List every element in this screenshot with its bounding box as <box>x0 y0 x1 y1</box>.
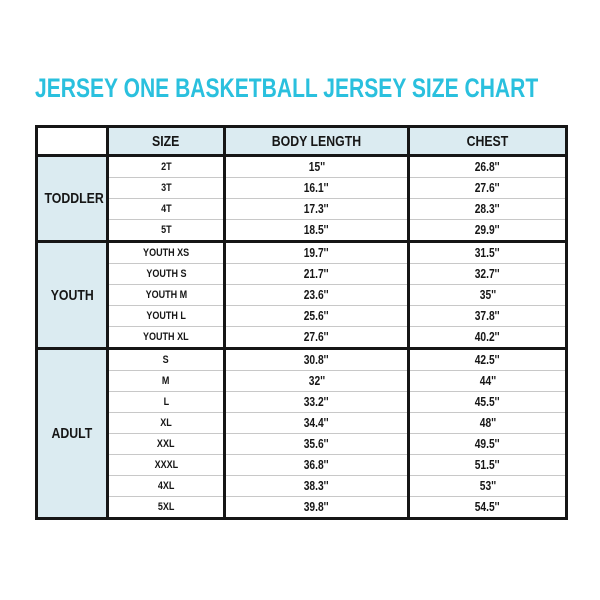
body-length-cell <box>225 434 409 455</box>
size-cell <box>108 455 225 476</box>
chest-value: 26.8'' <box>475 160 500 174</box>
body-length-cell <box>225 413 409 434</box>
size-value: 5T <box>160 224 172 236</box>
chest-value: 40.2'' <box>475 330 500 344</box>
size-cell <box>108 199 225 220</box>
size-cell <box>108 156 225 178</box>
group-label-adult <box>37 349 108 519</box>
table-row <box>37 306 567 327</box>
size-cell <box>108 349 225 371</box>
chest-cell <box>409 178 567 199</box>
size-value: 5XL <box>157 501 175 513</box>
size-cell <box>108 371 225 392</box>
table-row <box>37 392 567 413</box>
body-length-cell <box>225 264 409 285</box>
body-length-value: 18.5'' <box>304 223 329 237</box>
body-length-value: 27.6'' <box>304 330 329 344</box>
chest-cell <box>409 264 567 285</box>
table-row <box>37 497 567 519</box>
chest-value: 32.7'' <box>475 267 500 281</box>
size-cell <box>108 306 225 327</box>
body-length-cell <box>225 285 409 306</box>
size-cell <box>108 392 225 413</box>
chest-value: 45.5'' <box>475 395 500 409</box>
column-header-body-length <box>225 127 409 156</box>
chest-cell <box>409 156 567 178</box>
chest-cell <box>409 413 567 434</box>
chest-cell <box>409 349 567 371</box>
chest-value: 44'' <box>479 374 496 388</box>
body-length-cell <box>225 371 409 392</box>
table-row <box>37 242 567 264</box>
size-value: L <box>163 396 169 408</box>
chest-cell <box>409 497 567 519</box>
body-length-value: 36.8'' <box>304 458 329 472</box>
size-cell <box>108 413 225 434</box>
group-label-toddler <box>37 156 108 242</box>
body-length-value: 16.1'' <box>304 181 329 195</box>
page-title: JERSEY ONE BASKETBALL JERSEY SIZE CHART <box>35 73 539 103</box>
chest-value: 29.9'' <box>475 223 500 237</box>
table-row <box>37 285 567 306</box>
size-value: 2T <box>160 161 172 173</box>
table-row <box>37 199 567 220</box>
body-length-cell <box>225 220 409 242</box>
chest-cell <box>409 434 567 455</box>
header-row <box>37 127 567 156</box>
table-row <box>37 349 567 371</box>
body-length-cell <box>225 306 409 327</box>
column-header-chest <box>409 127 567 156</box>
body-length-cell <box>225 199 409 220</box>
chest-value: 51.5'' <box>475 458 500 472</box>
table-row <box>37 327 567 349</box>
body-length-cell <box>225 178 409 199</box>
body-length-value: 33.2'' <box>304 395 329 409</box>
table-row <box>37 156 567 178</box>
size-value: YOUTH XS <box>142 247 190 259</box>
body-length-value: 19.7'' <box>304 246 329 260</box>
body-length-value: 39.8'' <box>304 500 329 514</box>
body-length-value: 32'' <box>308 374 325 388</box>
table-row <box>37 476 567 497</box>
chest-cell <box>409 220 567 242</box>
chest-value: 49.5'' <box>475 437 500 451</box>
body-length-cell <box>225 455 409 476</box>
body-length-value: 23.6'' <box>304 288 329 302</box>
chest-cell <box>409 371 567 392</box>
body-length-cell <box>225 349 409 371</box>
body-length-value: 38.3'' <box>304 479 329 493</box>
size-cell <box>108 264 225 285</box>
size-value: YOUTH L <box>146 310 186 322</box>
body-length-value: 21.7'' <box>304 267 329 281</box>
column-header-chest-label: CHEST <box>466 132 509 150</box>
chest-cell <box>409 327 567 349</box>
chest-cell <box>409 306 567 327</box>
size-cell <box>108 242 225 264</box>
chest-value: 48'' <box>479 416 496 430</box>
size-cell <box>108 178 225 199</box>
size-value: 4T <box>160 203 172 215</box>
chest-cell <box>409 455 567 476</box>
chest-value: 35'' <box>479 288 496 302</box>
column-header-size-label: SIZE <box>152 132 180 150</box>
body-length-cell <box>225 242 409 264</box>
body-length-cell <box>225 156 409 178</box>
body-length-value: 35.6'' <box>304 437 329 451</box>
size-value: 4XL <box>157 480 175 492</box>
body-length-value: 25.6'' <box>304 309 329 323</box>
body-length-cell <box>225 476 409 497</box>
size-chart <box>35 125 568 520</box>
chest-value: 27.6'' <box>475 181 500 195</box>
size-value: XL <box>160 417 172 429</box>
group-label-text: ADULT <box>51 425 93 442</box>
size-cell <box>108 220 225 242</box>
chest-value: 28.3'' <box>475 202 500 216</box>
column-header-body-length-label: BODY LENGTH <box>271 132 362 150</box>
chest-value: 37.8'' <box>475 309 500 323</box>
chest-cell <box>409 199 567 220</box>
chest-cell <box>409 242 567 264</box>
body-length-cell <box>225 497 409 519</box>
size-cell <box>108 327 225 349</box>
body-length-value: 34.4'' <box>304 416 329 430</box>
body-length-cell <box>225 327 409 349</box>
table-row <box>37 178 567 199</box>
size-cell <box>108 434 225 455</box>
table-row <box>37 413 567 434</box>
chest-cell <box>409 285 567 306</box>
table-row <box>37 371 567 392</box>
chest-value: 54.5'' <box>475 500 500 514</box>
size-value: YOUTH XL <box>143 331 189 343</box>
chest-cell <box>409 392 567 413</box>
size-cell <box>108 285 225 306</box>
size-value: S <box>162 354 170 366</box>
chest-value: 53'' <box>479 479 496 493</box>
table-row <box>37 264 567 285</box>
group-label-text: YOUTH <box>50 286 94 304</box>
group-label-text: TODDLER <box>44 190 104 207</box>
size-cell <box>108 476 225 497</box>
size-value: 3T <box>160 182 172 194</box>
size-value: M <box>162 375 170 387</box>
chest-value: 31.5'' <box>475 246 500 260</box>
chest-value: 42.5'' <box>475 353 500 367</box>
table-row <box>37 434 567 455</box>
corner-cell <box>37 127 108 156</box>
size-value: XXL <box>157 438 175 450</box>
group-label-youth <box>37 242 108 349</box>
size-value: XXXL <box>154 459 178 471</box>
column-header-size <box>108 127 225 156</box>
chest-cell <box>409 476 567 497</box>
size-chart-table <box>35 125 568 520</box>
body-length-cell <box>225 392 409 413</box>
size-value: YOUTH M <box>145 289 187 301</box>
size-cell <box>108 497 225 519</box>
body-length-value: 30.8'' <box>304 353 329 367</box>
body-length-value: 17.3'' <box>304 202 329 216</box>
table-row <box>37 220 567 242</box>
size-value: YOUTH S <box>145 268 187 280</box>
table-row <box>37 455 567 476</box>
body-length-value: 15'' <box>308 160 325 174</box>
